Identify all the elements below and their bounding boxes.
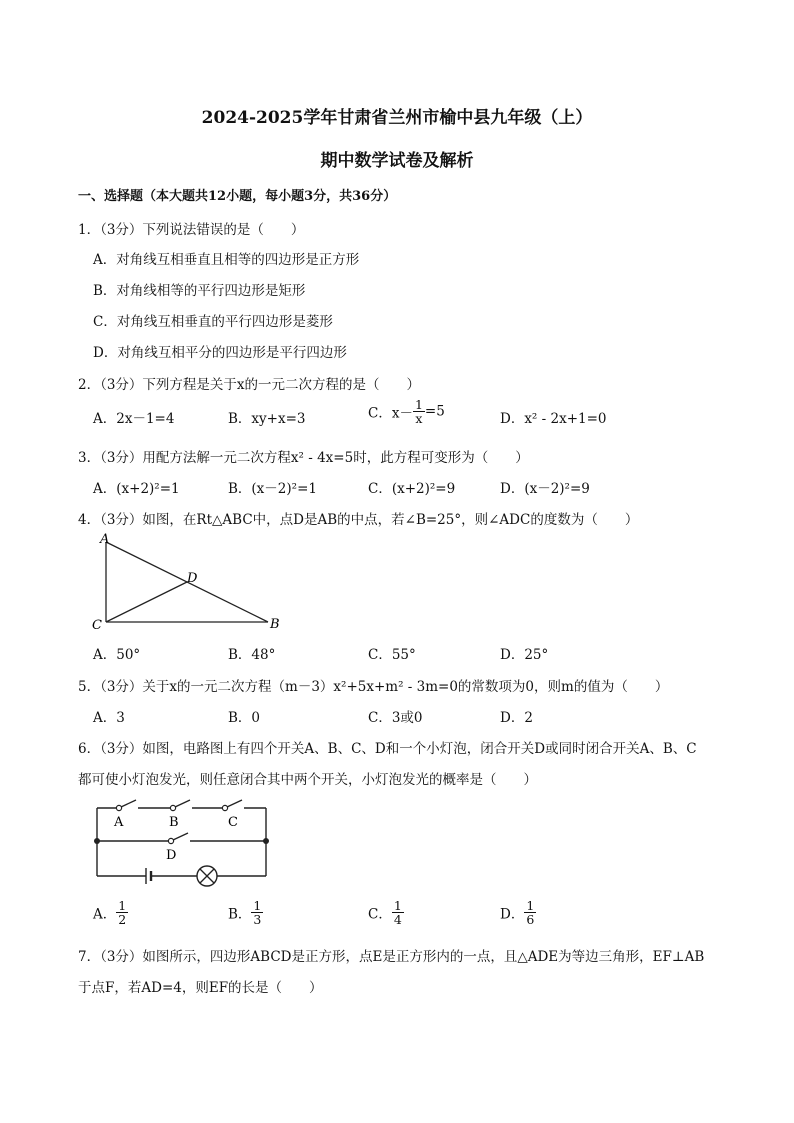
q1-option-b: B．对角线相等的平行四边形是矩形 [93, 283, 306, 299]
label-a: A [100, 532, 110, 547]
q6-d-denominator: 6 [526, 912, 535, 927]
q6-b-numerator: 1 [253, 898, 262, 913]
q4-option-b: B．48° [228, 647, 276, 663]
title-line-2: 期中数学试卷及解析 [320, 151, 474, 171]
q5-option-d: D．2 [500, 710, 533, 726]
switch-d-contact [168, 838, 173, 843]
switch-b-contact [170, 805, 175, 810]
q6-option-b-prefix: B． [228, 906, 252, 923]
question-7-stem-line-2: 于点F，若AD=4，则EF的长是（ ） [78, 980, 323, 996]
q6-c-numerator: 1 [393, 898, 402, 913]
q6-a-numerator: 1 [118, 898, 127, 913]
question-5-stem: 5．（3分）关于x的一元二次方程（m－3）x²+5x+m² - 3m=0的常数项为0，则m的值为（ ） [78, 679, 669, 695]
circuit-figure [88, 798, 278, 890]
q6-option-a-prefix: A． [93, 906, 117, 923]
q5-option-a: A．3 [93, 710, 125, 726]
q6-b-denominator: 3 [253, 912, 262, 927]
question-2-stem: 2．（3分）下列方程是关于x的一元二次方程的是（ ） [78, 377, 421, 393]
q6-a-denominator: 2 [118, 912, 127, 927]
q2-option-c [368, 398, 445, 425]
q6-option-b [228, 899, 263, 926]
label-d: D [187, 571, 198, 586]
q2-option-c-fraction [413, 398, 425, 425]
q1-option-d: D．对角线互相平分的四边形是平行四边形 [93, 345, 347, 361]
question-3-stem: 3．（3分）用配方法解一元二次方程x² - 4x=5时，此方程可变形为（ ） [78, 450, 529, 466]
question-4-stem: 4．（3分）如图，在Rt△ABC中，点D是AB的中点，若∠B=25°，则∠ADC的度数为（ ） [78, 512, 639, 528]
label-b: B [270, 617, 280, 632]
q2-option-c-prefix: C．x－ [368, 405, 413, 422]
q1-option-c: C．对角线互相垂直的平行四边形是菱形 [93, 314, 333, 330]
switch-b-lever [175, 800, 190, 807]
q6-option-d-prefix: D． [500, 906, 525, 923]
label-c: C [92, 618, 102, 633]
q2-c-numerator: 1 [414, 397, 423, 412]
q4-option-c: C．55° [368, 647, 416, 663]
switch-c-lever [227, 800, 242, 807]
triangle-figure [88, 530, 288, 635]
q3-option-b: B．(x－2)²=1 [228, 481, 317, 497]
q1-option-a: A．对角线互相垂直且相等的四边形是正方形 [93, 252, 360, 268]
q6-c-denominator: 4 [393, 912, 402, 927]
q6-option-c-prefix: C． [368, 906, 392, 923]
q5-option-c: C．3或0 [368, 710, 423, 726]
q3-option-d: D．(x－2)²=9 [500, 481, 590, 497]
q6-option-b-fraction [251, 899, 263, 926]
q2-c-denominator: x [415, 411, 423, 426]
switch-label-c: C [228, 815, 238, 830]
switch-label-b: B [169, 815, 179, 830]
switch-c-contact [222, 805, 227, 810]
q6-option-a-fraction [116, 899, 128, 926]
switch-label-a: A [114, 815, 124, 830]
q6-option-a [93, 899, 128, 926]
q2-option-a: A．2x－1=4 [93, 411, 175, 427]
title-line-1: 2024-2025学年甘肃省兰州市榆中县九年级（上） [201, 108, 593, 128]
q4-option-d: D．25° [500, 647, 549, 663]
question-7-stem-line-1: 7．（3分）如图所示，四边形ABCD是正方形，点E是正方形内的一点，且△ADE为等边三角形，EF⊥AB [78, 949, 705, 965]
q3-option-a: A．(x+2)²=1 [93, 481, 180, 497]
q2-option-d: D．x² - 2x+1=0 [500, 411, 607, 427]
q6-d-numerator: 1 [526, 898, 535, 913]
question-1-stem: 1．（3分）下列说法错误的是（ ） [78, 222, 305, 238]
q2-option-c-suffix: =5 [424, 403, 445, 420]
q5-option-b: B．0 [228, 710, 261, 726]
switch-label-d: D [166, 848, 177, 863]
question-6-stem-line-1: 6．（3分）如图，电路图上有四个开关A、B、C、D和一个小灯泡，闭合开关D或同时闭合开关A、B、C [78, 741, 697, 757]
q6-option-d-fraction [524, 899, 536, 926]
switch-d-lever [173, 833, 188, 840]
q6-option-c-fraction [392, 899, 404, 926]
question-6-stem-line-2: 都可使小灯泡发光，则任意闭合其中两个开关，小灯泡发光的概率是（ ） [78, 772, 537, 788]
q4-option-a: A．50° [93, 647, 141, 663]
q6-option-c [368, 899, 404, 926]
segment-cd [106, 582, 187, 622]
q3-option-c: C．(x+2)²=9 [368, 481, 456, 497]
section-heading: 一、选择题（本大题共12小题，每小题3分，共36分） [78, 189, 397, 204]
q2-option-b: B．xy+x=3 [228, 411, 306, 427]
q6-option-d [500, 899, 536, 926]
switch-a-contact [116, 805, 121, 810]
switch-a-lever [121, 800, 136, 807]
